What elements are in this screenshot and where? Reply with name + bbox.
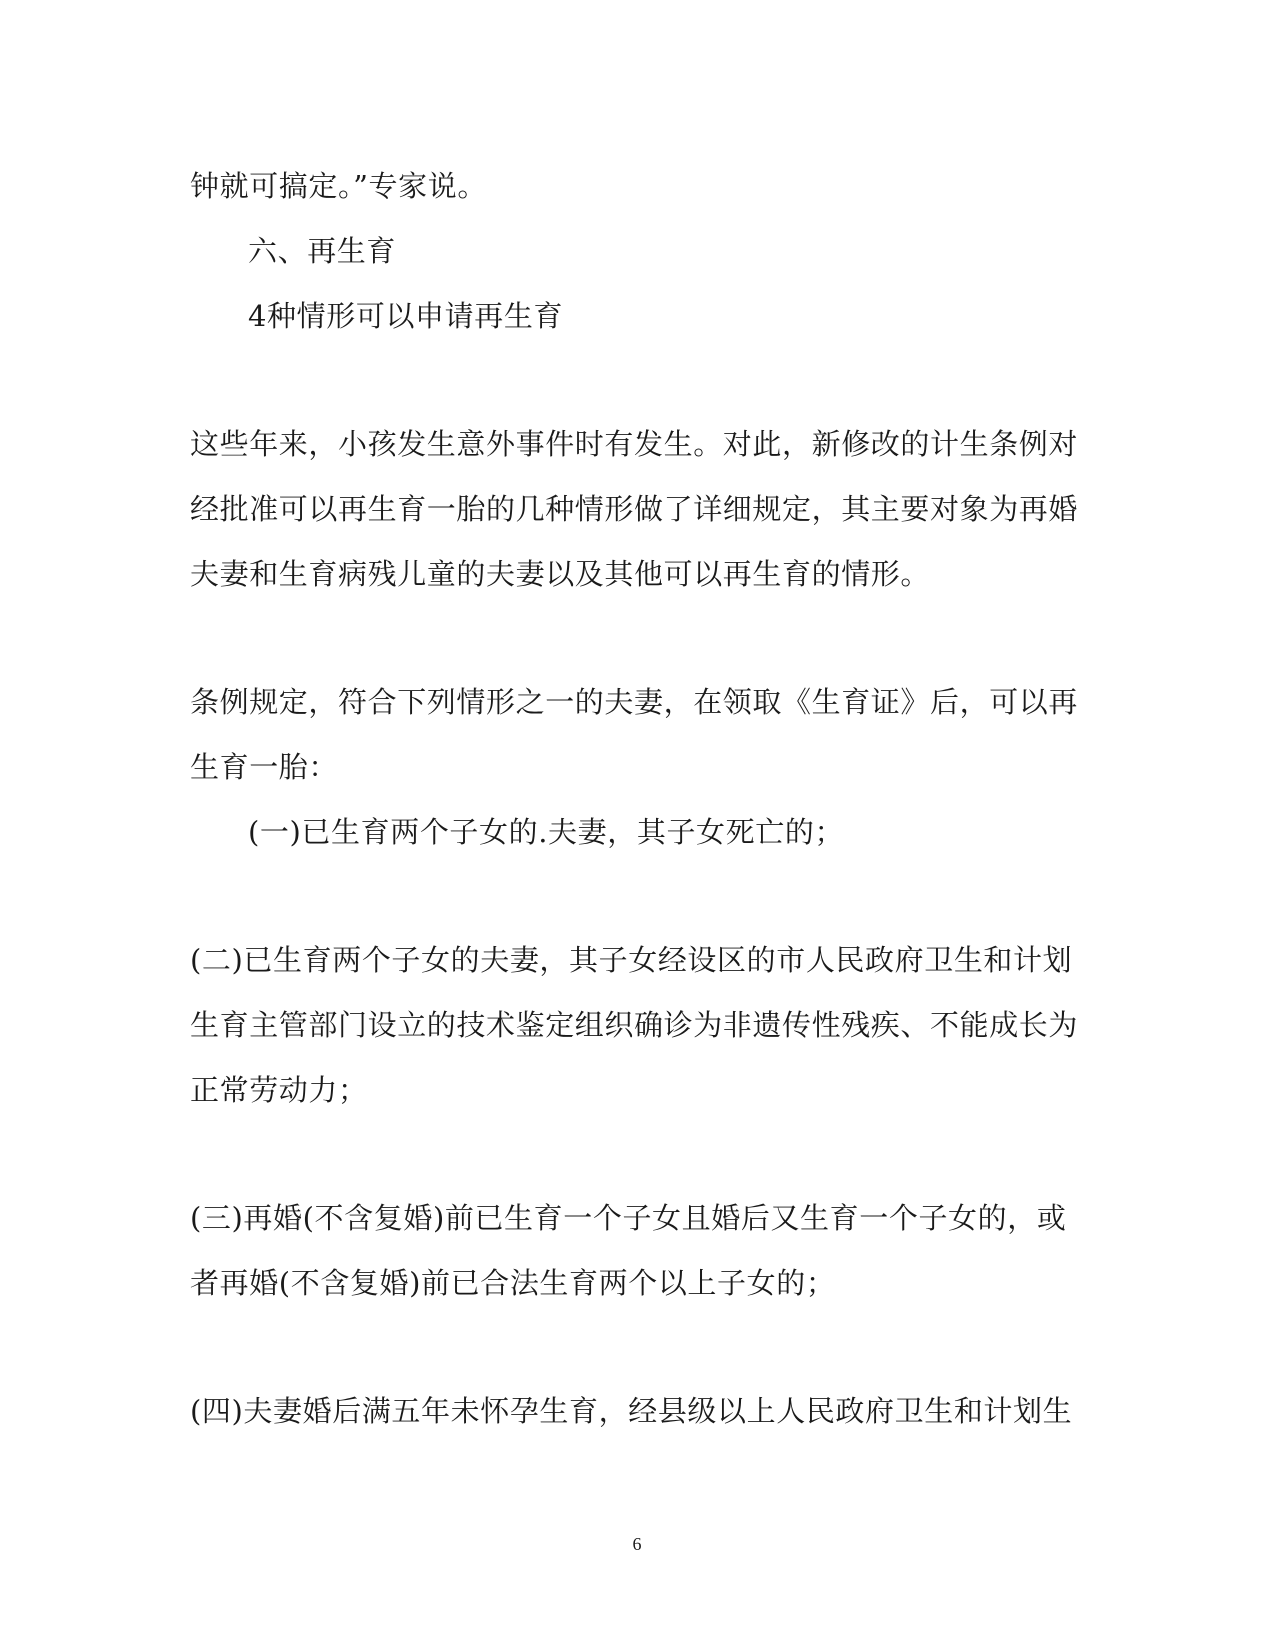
text-line-continuation: 钟就可搞定。”专家说。 <box>190 169 487 203</box>
page-number: 6 <box>632 1534 642 1554</box>
subsection-heading: 4种情形可以申请再生育 <box>248 299 564 333</box>
list-item-2-line-1: (二)已生育两个子女的夫妻，其子女经设区的市人民政府卫生和计划 <box>190 943 1073 977</box>
paragraph-regulation-line-1: 条例规定，符合下列情形之一的夫妻，在领取《生育证》后，可以再 <box>190 685 1079 719</box>
list-item-3-line-1: (三)再婚(不含复婚)前已生育一个子女且婚后又生育一个子女的，或 <box>190 1201 1067 1235</box>
list-item-4-line-1: (四)夫妻婚后满五年未怀孕生育，经县级以上人民政府卫生和计划生 <box>190 1394 1073 1428</box>
paragraph-intro-line-3: 夫妻和生育病残儿童的夫妻以及其他可以再生育的情形。 <box>190 557 931 591</box>
paragraph-intro-line-2: 经批准可以再生育一胎的几种情形做了详细规定，其主要对象为再婚 <box>190 492 1079 526</box>
paragraph-intro-line-1: 这些年来，小孩发生意外事件时有发生。对此，新修改的计生条例对 <box>190 427 1079 461</box>
list-item-3-line-2: 者再婚(不含复婚)前已合法生育两个以上子女的； <box>190 1266 836 1300</box>
section-heading: 六、再生育 <box>248 234 397 268</box>
list-item-1: (一)已生育两个子女的.夫妻，其子女死亡的； <box>248 815 845 849</box>
paragraph-regulation-line-2: 生育一胎： <box>190 750 339 784</box>
list-item-2-line-2: 生育主管部门设立的技术鉴定组织确诊为非遗传性残疾、不能成长为 <box>190 1008 1079 1042</box>
list-item-2-line-3: 正常劳动力； <box>190 1073 368 1107</box>
